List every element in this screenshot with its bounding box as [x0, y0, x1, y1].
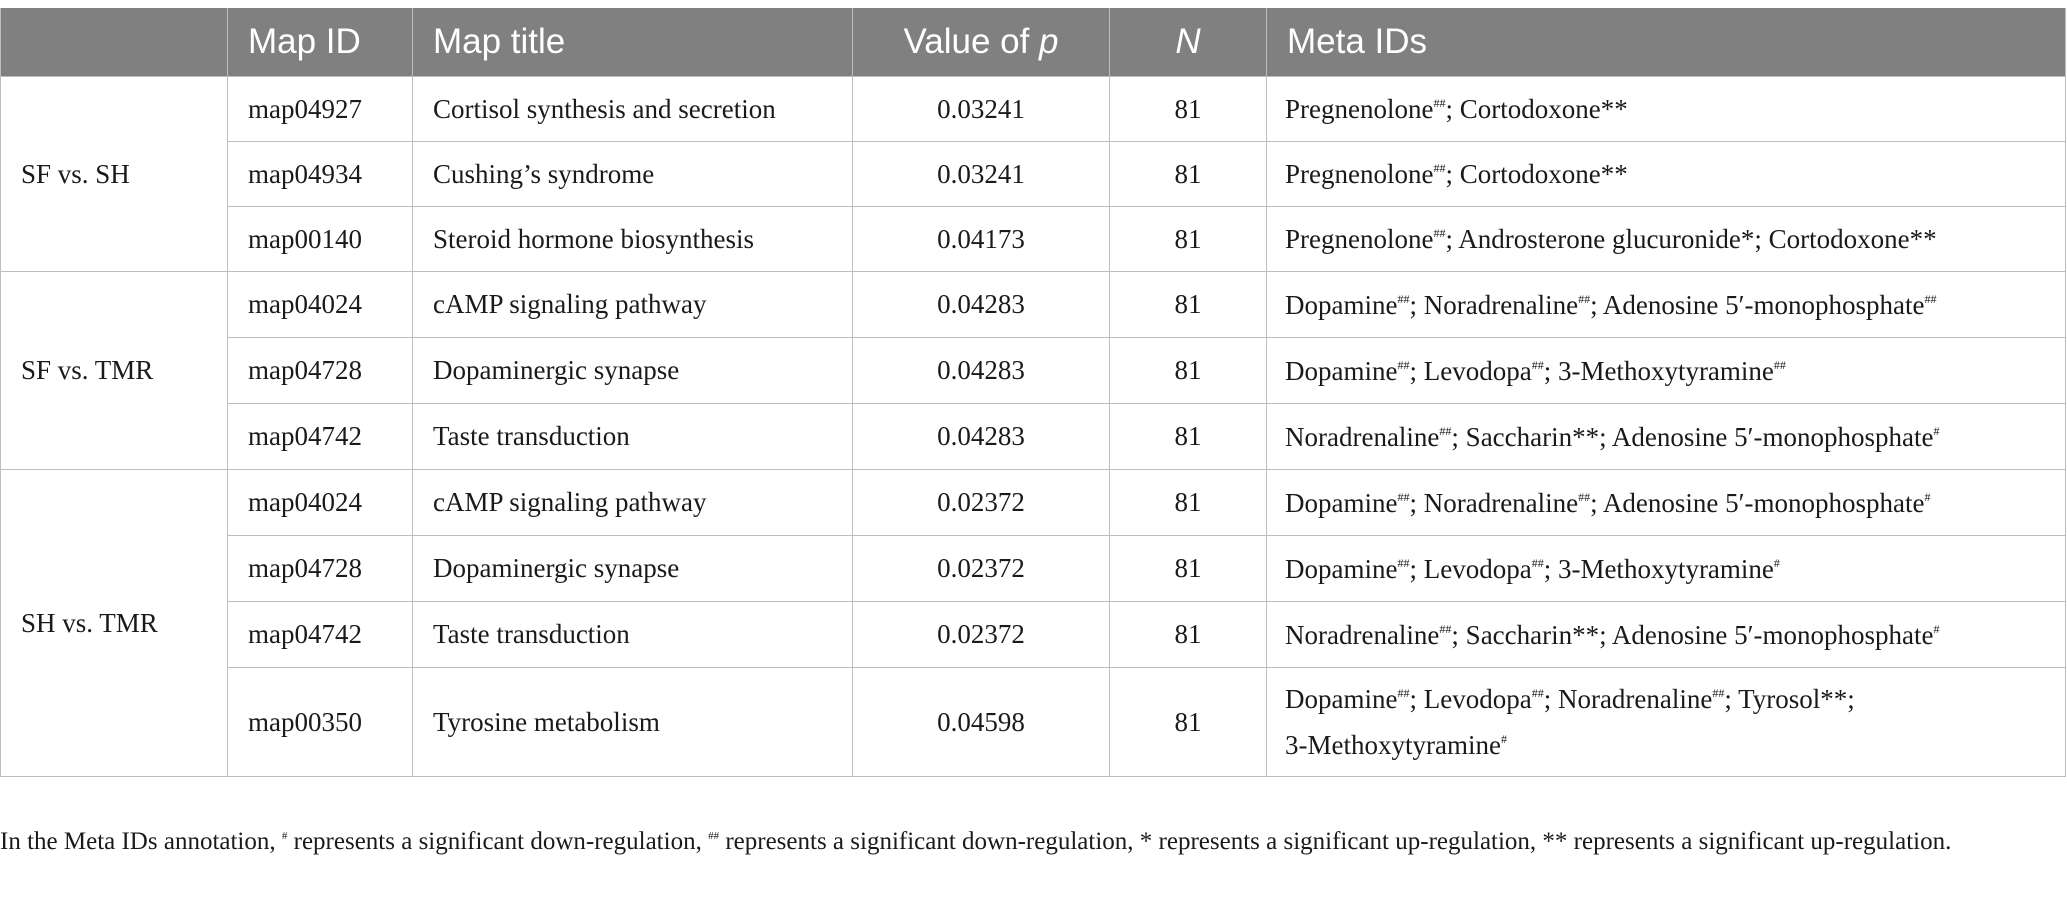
group-label: SF vs. SH — [1, 77, 228, 272]
table-row — [1, 404, 2066, 470]
meta-text: ; Noradrenaline — [1543, 684, 1713, 714]
meta-text: ; 3-Methoxytyramine — [1543, 553, 1774, 584]
cell-meta-ids — [1267, 272, 2066, 338]
cell-meta-ids — [1267, 142, 2066, 207]
meta-regulation-mark: ## — [1397, 357, 1410, 372]
meta-text: ; Adenosine 5′-monophosphate — [1590, 487, 1925, 518]
cell-p-value: 0.02372 — [853, 536, 1110, 602]
meta-text: Noradrenaline — [1285, 619, 1440, 650]
meta-text: Dopamine — [1285, 684, 1398, 714]
meta-text: ; Levodopa — [1409, 355, 1532, 386]
meta-text: ; Androsterone glucuronide*; Cortodoxone** — [1445, 224, 1937, 254]
footnote-sup-2: ## — [708, 830, 720, 842]
meta-text: Noradrenaline — [1285, 421, 1440, 452]
cell-map-id: map04728 — [228, 338, 413, 404]
pathway-table — [0, 8, 2066, 777]
meta-regulation-mark: ## — [1433, 96, 1446, 110]
cell-map-id: map04728 — [228, 536, 413, 602]
header-p-prefix: Value of — [903, 22, 1040, 61]
cell-meta-ids — [1267, 470, 2066, 536]
meta-regulation-mark: ## — [1433, 226, 1446, 240]
cell-map-title: Taste transduction — [413, 404, 853, 470]
cell-map-id: map04024 — [228, 272, 413, 338]
meta-regulation-mark: ## — [1397, 686, 1410, 700]
cell-meta-ids — [1267, 338, 2066, 404]
meta-regulation-mark: ## — [1712, 686, 1725, 700]
meta-regulation-mark: # — [1500, 732, 1507, 746]
meta-text: Pregnenolone — [1285, 94, 1434, 124]
table-body — [1, 77, 2066, 777]
meta-text: ; Noradrenaline — [1409, 289, 1579, 320]
footnote-part-3: represents a significant down-regulation, * represents a significant up-regulation, ** represents a significant up-regulation. — [719, 828, 1952, 855]
meta-text: Dopamine — [1285, 355, 1398, 386]
table-row — [1, 470, 2066, 536]
cell-n: 81 — [1110, 536, 1267, 602]
cell-n: 81 — [1110, 77, 1267, 142]
header-meta-ids: Meta IDs — [1267, 8, 2066, 77]
header-p-value — [853, 8, 1110, 77]
cell-meta-ids — [1267, 668, 2066, 777]
cell-map-title: Cushing’s syndrome — [413, 142, 853, 207]
meta-text: ; Saccharin**; Adenosine 5′-monophosphate — [1451, 619, 1934, 650]
cell-map-id: map04742 — [228, 404, 413, 470]
meta-regulation-mark: # — [1933, 621, 1940, 636]
header-map-id: Map ID — [228, 8, 413, 77]
cell-p-value: 0.02372 — [853, 602, 1110, 668]
table-container — [0, 8, 2065, 777]
meta-text: ; Cortodoxone** — [1445, 159, 1628, 189]
meta-regulation-mark: # — [1924, 489, 1931, 504]
meta-regulation-mark: ## — [1773, 357, 1786, 372]
cell-meta-ids — [1267, 207, 2066, 272]
cell-n: 81 — [1110, 338, 1267, 404]
meta-regulation-mark: ## — [1397, 489, 1410, 504]
meta-text: 3-Methoxytyramine — [1285, 730, 1501, 760]
meta-text: ; Cortodoxone** — [1445, 94, 1628, 124]
footnote — [0, 824, 2040, 860]
header-n-text: N — [1175, 22, 1201, 61]
header-n — [1110, 8, 1267, 77]
cell-map-id: map00350 — [228, 668, 413, 777]
table-row — [1, 77, 2066, 142]
table-row — [1, 207, 2066, 272]
cell-meta-ids — [1267, 602, 2066, 668]
cell-map-title: Steroid hormone biosynthesis — [413, 207, 853, 272]
cell-map-title: cAMP signaling pathway — [413, 470, 853, 536]
group-label: SF vs. TMR — [1, 272, 228, 470]
footnote-part-1: In the Meta IDs annotation, — [0, 828, 282, 855]
cell-meta-ids — [1267, 404, 2066, 470]
cell-map-id: map04927 — [228, 77, 413, 142]
cell-p-value: 0.03241 — [853, 77, 1110, 142]
cell-map-title: Taste transduction — [413, 602, 853, 668]
meta-text: Pregnenolone — [1285, 224, 1434, 254]
header-p-var: p — [1039, 22, 1059, 61]
meta-text: Pregnenolone — [1285, 159, 1434, 189]
cell-n: 81 — [1110, 602, 1267, 668]
cell-map-id: map00140 — [228, 207, 413, 272]
meta-regulation-mark: ## — [1578, 291, 1591, 306]
meta-regulation-mark: # — [1933, 423, 1940, 438]
cell-p-value: 0.04283 — [853, 338, 1110, 404]
cell-p-value: 0.04173 — [853, 207, 1110, 272]
cell-map-id: map04934 — [228, 142, 413, 207]
meta-regulation-mark: ## — [1397, 555, 1410, 570]
table-row — [1, 602, 2066, 668]
meta-regulation-mark: ## — [1531, 357, 1544, 372]
meta-text: Dopamine — [1285, 553, 1398, 584]
cell-meta-ids — [1267, 77, 2066, 142]
cell-map-id: map04024 — [228, 470, 413, 536]
meta-regulation-mark: ## — [1433, 161, 1446, 175]
meta-text: ; Levodopa — [1409, 553, 1532, 584]
cell-n: 81 — [1110, 272, 1267, 338]
cell-p-value: 0.03241 — [853, 142, 1110, 207]
cell-n: 81 — [1110, 470, 1267, 536]
cell-map-title: Dopaminergic synapse — [413, 338, 853, 404]
table-row — [1, 272, 2066, 338]
cell-p-value: 0.02372 — [853, 470, 1110, 536]
meta-regulation-mark: ## — [1531, 686, 1544, 700]
cell-meta-ids — [1267, 536, 2066, 602]
cell-p-value: 0.04598 — [853, 668, 1110, 777]
cell-map-title: cAMP signaling pathway — [413, 272, 853, 338]
cell-n: 81 — [1110, 207, 1267, 272]
header-group — [1, 8, 228, 77]
table-row — [1, 338, 2066, 404]
footnote-sup-1: # — [281, 830, 288, 842]
group-label: SH vs. TMR — [1, 470, 228, 777]
table-row — [1, 536, 2066, 602]
header-map-title: Map title — [413, 8, 853, 77]
meta-regulation-mark: ## — [1397, 291, 1410, 306]
cell-n: 81 — [1110, 668, 1267, 777]
meta-text: Dopamine — [1285, 289, 1398, 320]
meta-text: ; Tyrosol**; — [1724, 684, 1855, 714]
footnote-part-2: represents a significant down-regulation, — [287, 828, 709, 855]
header-row — [1, 8, 2066, 77]
meta-text: ; Levodopa — [1409, 684, 1532, 714]
meta-text: ; 3-Methoxytyramine — [1543, 355, 1774, 386]
cell-map-title: Tyrosine metabolism — [413, 668, 853, 777]
cell-p-value: 0.04283 — [853, 404, 1110, 470]
cell-p-value: 0.04283 — [853, 272, 1110, 338]
table-row — [1, 142, 2066, 207]
meta-regulation-mark: # — [1773, 555, 1780, 570]
cell-map-title: Cortisol synthesis and secretion — [413, 77, 853, 142]
cell-map-title: Dopaminergic synapse — [413, 536, 853, 602]
table-row — [1, 668, 2066, 777]
cell-map-id: map04742 — [228, 602, 413, 668]
meta-text: Dopamine — [1285, 487, 1398, 518]
meta-regulation-mark: ## — [1531, 555, 1544, 570]
meta-regulation-mark: ## — [1439, 621, 1452, 636]
cell-n: 81 — [1110, 404, 1267, 470]
meta-text: ; Saccharin**; Adenosine 5′-monophosphate — [1451, 421, 1934, 452]
meta-regulation-mark: ## — [1578, 489, 1591, 504]
meta-regulation-mark: ## — [1439, 423, 1452, 438]
cell-n: 81 — [1110, 142, 1267, 207]
meta-text: ; Adenosine 5′-monophosphate — [1590, 289, 1925, 320]
meta-text: ; Noradrenaline — [1409, 487, 1579, 518]
meta-regulation-mark: ## — [1924, 291, 1937, 306]
